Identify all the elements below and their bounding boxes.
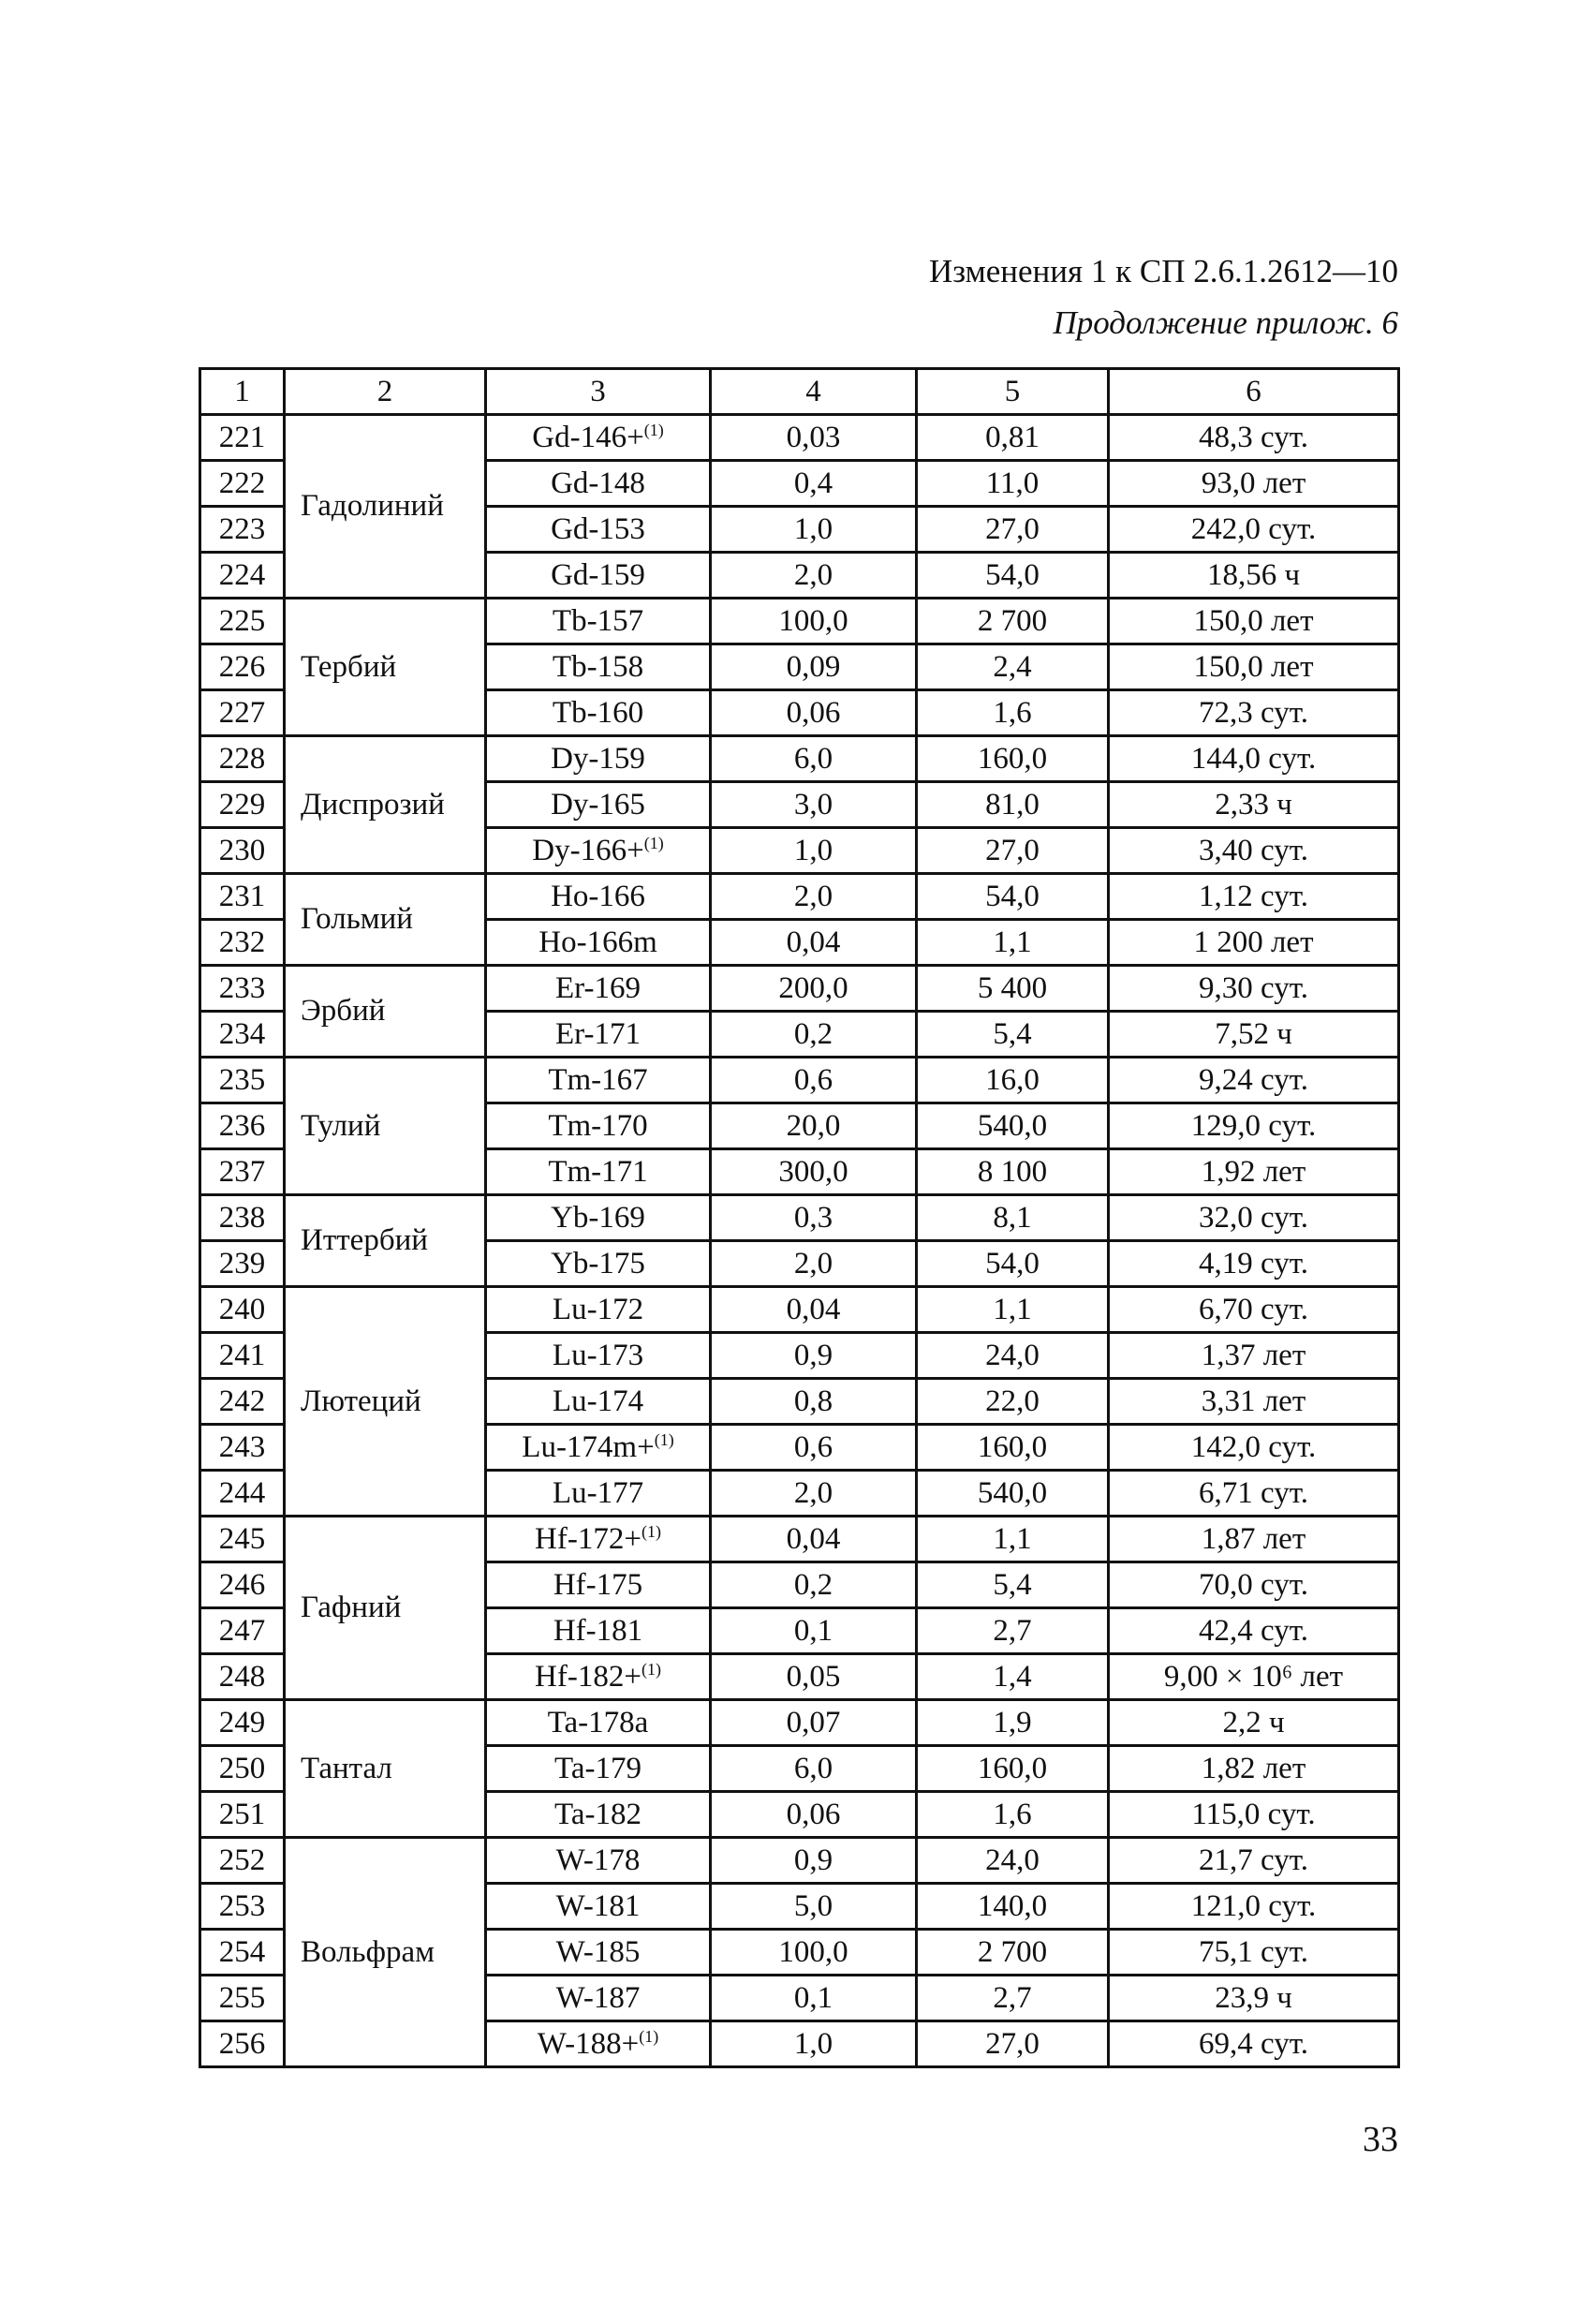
element-name: Вольфрам bbox=[285, 1838, 486, 2067]
nuclide-name: Gd-159 bbox=[551, 557, 645, 592]
radionuclide-table bbox=[199, 367, 1400, 2068]
page-number: 33 bbox=[1363, 2120, 1398, 2159]
nuclide-cell bbox=[486, 1517, 711, 1562]
row-number: 241 bbox=[200, 1333, 285, 1379]
table-row bbox=[200, 1700, 1399, 1746]
row-number: 236 bbox=[200, 1103, 285, 1149]
value-col4: 0,2 bbox=[711, 1562, 917, 1608]
nuclide-name: W-185 bbox=[555, 1934, 641, 1969]
nuclide-cell bbox=[486, 828, 711, 874]
half-life: 9,30 сут. bbox=[1109, 966, 1399, 1012]
table-row bbox=[200, 736, 1399, 782]
value-col4: 0,04 bbox=[711, 1287, 917, 1333]
value-col4: 0,1 bbox=[711, 1608, 917, 1654]
nuclide-name: Lu-172 bbox=[552, 1292, 644, 1326]
footnote-mark: (1) bbox=[641, 1521, 661, 1541]
value-col4: 0,1 bbox=[711, 1976, 917, 2021]
value-col5: 8 100 bbox=[917, 1149, 1109, 1195]
nuclide-cell bbox=[486, 1287, 711, 1333]
value-col4: 0,06 bbox=[711, 1792, 917, 1838]
nuclide-cell bbox=[486, 736, 711, 782]
value-col4: 0,2 bbox=[711, 1012, 917, 1058]
nuclide-name: Lu-174m+ bbox=[522, 1429, 655, 1464]
element-name: Тантал bbox=[285, 1700, 486, 1838]
row-number: 249 bbox=[200, 1700, 285, 1746]
row-number: 245 bbox=[200, 1517, 285, 1562]
value-col5: 11,0 bbox=[917, 461, 1109, 507]
value-col5: 160,0 bbox=[917, 736, 1109, 782]
nuclide-name: W-188+ bbox=[537, 2026, 640, 2061]
nuclide-cell bbox=[486, 1103, 711, 1149]
nuclide-name: Hf-175 bbox=[553, 1567, 643, 1602]
element-name: Гадолиний bbox=[285, 415, 486, 599]
nuclide-name: Hf-181 bbox=[553, 1613, 643, 1648]
value-col5: 5 400 bbox=[917, 966, 1109, 1012]
half-life: 150,0 лет bbox=[1109, 599, 1399, 644]
half-life: 3,31 лет bbox=[1109, 1379, 1399, 1425]
value-col4: 2,0 bbox=[711, 1241, 917, 1287]
nuclide-cell bbox=[486, 1976, 711, 2021]
value-col5: 8,1 bbox=[917, 1195, 1109, 1241]
value-col4: 0,8 bbox=[711, 1379, 917, 1425]
footnote-mark: (1) bbox=[643, 420, 664, 439]
half-life: 72,3 сут. bbox=[1109, 690, 1399, 736]
value-col4: 6,0 bbox=[711, 736, 917, 782]
value-col5: 140,0 bbox=[917, 1884, 1109, 1930]
half-life: 2,2 ч bbox=[1109, 1700, 1399, 1746]
value-col4: 0,06 bbox=[711, 690, 917, 736]
row-number: 240 bbox=[200, 1287, 285, 1333]
value-col4: 1,0 bbox=[711, 2021, 917, 2067]
nuclide-name: Dy-159 bbox=[551, 741, 645, 776]
nuclide-cell bbox=[486, 966, 711, 1012]
column-number-row bbox=[200, 369, 1399, 415]
half-life: 23,9 ч bbox=[1109, 1976, 1399, 2021]
nuclide-cell bbox=[486, 1379, 711, 1425]
half-life: 21,7 сут. bbox=[1109, 1838, 1399, 1884]
half-life: 2,33 ч bbox=[1109, 782, 1399, 828]
column-header: 3 bbox=[486, 369, 711, 415]
half-life: 42,4 сут. bbox=[1109, 1608, 1399, 1654]
nuclide-name: Dy-165 bbox=[551, 787, 645, 822]
value-col4: 0,4 bbox=[711, 461, 917, 507]
table-row bbox=[200, 599, 1399, 644]
row-number: 246 bbox=[200, 1562, 285, 1608]
half-life: 1,12 сут. bbox=[1109, 874, 1399, 920]
value-col5: 2 700 bbox=[917, 599, 1109, 644]
nuclide-name: Tb-158 bbox=[552, 649, 644, 684]
row-number: 232 bbox=[200, 920, 285, 966]
table-row bbox=[200, 874, 1399, 920]
row-number: 252 bbox=[200, 1838, 285, 1884]
value-col4: 1,0 bbox=[711, 507, 917, 553]
nuclide-cell bbox=[486, 920, 711, 966]
value-col4: 3,0 bbox=[711, 782, 917, 828]
footnote-mark: (1) bbox=[641, 1659, 661, 1679]
element-name: Тулий bbox=[285, 1058, 486, 1195]
value-col4: 0,04 bbox=[711, 1517, 917, 1562]
nuclide-cell bbox=[486, 553, 711, 599]
half-life: 242,0 сут. bbox=[1109, 507, 1399, 553]
value-col5: 0,81 bbox=[917, 415, 1109, 461]
value-col4: 20,0 bbox=[711, 1103, 917, 1149]
nuclide-cell bbox=[486, 782, 711, 828]
value-col5: 27,0 bbox=[917, 507, 1109, 553]
column-header: 1 bbox=[200, 369, 285, 415]
row-number: 254 bbox=[200, 1930, 285, 1976]
row-number: 237 bbox=[200, 1149, 285, 1195]
value-col4: 0,05 bbox=[711, 1654, 917, 1700]
row-number: 256 bbox=[200, 2021, 285, 2067]
row-number: 225 bbox=[200, 599, 285, 644]
value-col5: 1,4 bbox=[917, 1654, 1109, 1700]
nuclide-name: Dy-166+ bbox=[532, 833, 644, 867]
half-life: 150,0 лет bbox=[1109, 644, 1399, 690]
footnote-mark: (1) bbox=[639, 2026, 659, 2046]
row-number: 221 bbox=[200, 415, 285, 461]
row-number: 229 bbox=[200, 782, 285, 828]
half-life: 1,37 лет bbox=[1109, 1333, 1399, 1379]
nuclide-cell bbox=[486, 1333, 711, 1379]
nuclide-cell bbox=[486, 690, 711, 736]
nuclide-name: Lu-174 bbox=[552, 1384, 644, 1418]
value-col5: 1,6 bbox=[917, 1792, 1109, 1838]
nuclide-name: Er-169 bbox=[555, 970, 641, 1005]
row-number: 234 bbox=[200, 1012, 285, 1058]
nuclide-cell bbox=[486, 1838, 711, 1884]
value-col5: 24,0 bbox=[917, 1838, 1109, 1884]
half-life: 6,71 сут. bbox=[1109, 1471, 1399, 1517]
row-number: 255 bbox=[200, 1976, 285, 2021]
value-col4: 5,0 bbox=[711, 1884, 917, 1930]
table-row bbox=[200, 1517, 1399, 1562]
row-number: 243 bbox=[200, 1425, 285, 1471]
half-life: 4,19 сут. bbox=[1109, 1241, 1399, 1287]
element-name: Гафний bbox=[285, 1517, 486, 1700]
continuation-caption: Продолжение прилож. 6 bbox=[1053, 304, 1398, 341]
nuclide-name: Ta-179 bbox=[554, 1751, 642, 1785]
table-row bbox=[200, 1287, 1399, 1333]
half-life: 7,52 ч bbox=[1109, 1012, 1399, 1058]
value-col4: 0,3 bbox=[711, 1195, 917, 1241]
row-number: 247 bbox=[200, 1608, 285, 1654]
row-number: 244 bbox=[200, 1471, 285, 1517]
nuclide-name: W-178 bbox=[555, 1843, 641, 1877]
nuclide-name: W-181 bbox=[555, 1888, 641, 1923]
value-col5: 24,0 bbox=[917, 1333, 1109, 1379]
row-number: 224 bbox=[200, 553, 285, 599]
half-life: 115,0 сут. bbox=[1109, 1792, 1399, 1838]
nuclide-name: Hf-182+ bbox=[535, 1659, 642, 1694]
half-life: 3,40 сут. bbox=[1109, 828, 1399, 874]
nuclide-cell bbox=[486, 1746, 711, 1792]
half-life: 48,3 сут. bbox=[1109, 415, 1399, 461]
row-number: 239 bbox=[200, 1241, 285, 1287]
nuclide-name: Er-171 bbox=[555, 1016, 641, 1051]
row-number: 222 bbox=[200, 461, 285, 507]
row-number: 248 bbox=[200, 1654, 285, 1700]
nuclide-cell bbox=[486, 1608, 711, 1654]
value-col4: 0,9 bbox=[711, 1838, 917, 1884]
nuclide-cell bbox=[486, 1241, 711, 1287]
value-col5: 2,7 bbox=[917, 1608, 1109, 1654]
value-col5: 5,4 bbox=[917, 1562, 1109, 1608]
value-col5: 1,1 bbox=[917, 920, 1109, 966]
nuclide-cell bbox=[486, 1149, 711, 1195]
nuclide-cell bbox=[486, 644, 711, 690]
half-life: 70,0 сут. bbox=[1109, 1562, 1399, 1608]
half-life: 129,0 сут. bbox=[1109, 1103, 1399, 1149]
value-col4: 0,07 bbox=[711, 1700, 917, 1746]
row-number: 238 bbox=[200, 1195, 285, 1241]
table-row bbox=[200, 1195, 1399, 1241]
nuclide-cell bbox=[486, 1792, 711, 1838]
nuclide-name: Tb-157 bbox=[552, 603, 644, 638]
nuclide-name: Ta-178a bbox=[547, 1705, 649, 1739]
value-col4: 0,03 bbox=[711, 415, 917, 461]
nuclide-cell bbox=[486, 461, 711, 507]
nuclide-name: Lu-173 bbox=[552, 1338, 644, 1372]
row-number: 251 bbox=[200, 1792, 285, 1838]
value-col5: 540,0 bbox=[917, 1471, 1109, 1517]
value-col5: 27,0 bbox=[917, 2021, 1109, 2067]
element-name: Гольмий bbox=[285, 874, 486, 966]
nuclide-name: W-187 bbox=[555, 1980, 641, 2015]
row-number: 231 bbox=[200, 874, 285, 920]
value-col4: 0,6 bbox=[711, 1058, 917, 1103]
value-col5: 54,0 bbox=[917, 1241, 1109, 1287]
value-col4: 0,09 bbox=[711, 644, 917, 690]
row-number: 233 bbox=[200, 966, 285, 1012]
half-life: 144,0 сут. bbox=[1109, 736, 1399, 782]
value-col5: 1,9 bbox=[917, 1700, 1109, 1746]
half-life: 9,24 сут. bbox=[1109, 1058, 1399, 1103]
value-col5: 540,0 bbox=[917, 1103, 1109, 1149]
document-header: Изменения 1 к СП 2.6.1.2612—10 bbox=[929, 253, 1398, 289]
value-col5: 27,0 bbox=[917, 828, 1109, 874]
value-col4: 1,0 bbox=[711, 828, 917, 874]
nuclide-cell bbox=[486, 1884, 711, 1930]
value-col5: 54,0 bbox=[917, 874, 1109, 920]
footnote-mark: (1) bbox=[643, 833, 664, 852]
value-col4: 100,0 bbox=[711, 599, 917, 644]
row-number: 242 bbox=[200, 1379, 285, 1425]
value-col5: 2 700 bbox=[917, 1930, 1109, 1976]
nuclide-name: Ho-166 bbox=[551, 879, 645, 913]
half-life: 32,0 сут. bbox=[1109, 1195, 1399, 1241]
element-name: Лютеций bbox=[285, 1287, 486, 1517]
value-col5: 2,4 bbox=[917, 644, 1109, 690]
nuclide-name: Ta-182 bbox=[554, 1797, 642, 1831]
value-col5: 5,4 bbox=[917, 1012, 1109, 1058]
value-col4: 0,6 bbox=[711, 1425, 917, 1471]
nuclide-name: Gd-146+ bbox=[532, 420, 644, 454]
element-name: Иттербий bbox=[285, 1195, 486, 1287]
nuclide-name: Hf-172+ bbox=[535, 1521, 642, 1556]
half-life: 1 200 лет bbox=[1109, 920, 1399, 966]
nuclide-name: Lu-177 bbox=[552, 1475, 644, 1510]
value-col4: 200,0 bbox=[711, 966, 917, 1012]
row-number: 253 bbox=[200, 1884, 285, 1930]
row-number: 250 bbox=[200, 1746, 285, 1792]
half-life: 6,70 сут. bbox=[1109, 1287, 1399, 1333]
nuclide-cell bbox=[486, 599, 711, 644]
row-number: 226 bbox=[200, 644, 285, 690]
nuclide-cell bbox=[486, 1471, 711, 1517]
half-life: 75,1 сут. bbox=[1109, 1930, 1399, 1976]
value-col4: 2,0 bbox=[711, 553, 917, 599]
half-life: 9,00 × 10⁶ лет bbox=[1109, 1654, 1399, 1700]
half-life: 1,92 лет bbox=[1109, 1149, 1399, 1195]
value-col5: 2,7 bbox=[917, 1976, 1109, 2021]
half-life: 69,4 сут. bbox=[1109, 2021, 1399, 2067]
nuclide-name: Gd-148 bbox=[551, 466, 645, 500]
half-life: 121,0 сут. bbox=[1109, 1884, 1399, 1930]
value-col4: 0,9 bbox=[711, 1333, 917, 1379]
row-number: 223 bbox=[200, 507, 285, 553]
value-col5: 160,0 bbox=[917, 1746, 1109, 1792]
row-number: 227 bbox=[200, 690, 285, 736]
column-header: 6 bbox=[1109, 369, 1399, 415]
column-header: 4 bbox=[711, 369, 917, 415]
value-col5: 81,0 bbox=[917, 782, 1109, 828]
half-life: 93,0 лет bbox=[1109, 461, 1399, 507]
half-life: 18,56 ч bbox=[1109, 553, 1399, 599]
value-col5: 1,1 bbox=[917, 1517, 1109, 1562]
nuclide-cell bbox=[486, 1012, 711, 1058]
value-col5: 22,0 bbox=[917, 1379, 1109, 1425]
column-header: 2 bbox=[285, 369, 486, 415]
value-col5: 54,0 bbox=[917, 553, 1109, 599]
table-row bbox=[200, 966, 1399, 1012]
nuclide-name: Tm-167 bbox=[548, 1062, 648, 1097]
value-col4: 2,0 bbox=[711, 874, 917, 920]
nuclide-cell bbox=[486, 415, 711, 461]
value-col4: 6,0 bbox=[711, 1746, 917, 1792]
nuclide-cell bbox=[486, 2021, 711, 2067]
value-col5: 160,0 bbox=[917, 1425, 1109, 1471]
value-col5: 16,0 bbox=[917, 1058, 1109, 1103]
column-header: 5 bbox=[917, 369, 1109, 415]
element-name: Диспрозий bbox=[285, 736, 486, 874]
nuclide-name: Tm-170 bbox=[548, 1108, 648, 1143]
nuclide-cell bbox=[486, 874, 711, 920]
half-life: 1,82 лет bbox=[1109, 1746, 1399, 1792]
row-number: 235 bbox=[200, 1058, 285, 1103]
half-life: 142,0 сут. bbox=[1109, 1425, 1399, 1471]
nuclide-cell bbox=[486, 507, 711, 553]
table-row bbox=[200, 1058, 1399, 1103]
nuclide-cell bbox=[486, 1930, 711, 1976]
value-col5: 1,1 bbox=[917, 1287, 1109, 1333]
nuclide-cell bbox=[486, 1562, 711, 1608]
value-col4: 300,0 bbox=[711, 1149, 917, 1195]
value-col4: 100,0 bbox=[711, 1930, 917, 1976]
nuclide-name: Yb-169 bbox=[551, 1200, 645, 1235]
nuclide-cell bbox=[486, 1425, 711, 1471]
value-col5: 1,6 bbox=[917, 690, 1109, 736]
table-row bbox=[200, 415, 1399, 461]
table-row bbox=[200, 1838, 1399, 1884]
footnote-mark: (1) bbox=[654, 1429, 674, 1449]
nuclide-name: Yb-175 bbox=[551, 1246, 645, 1280]
row-number: 228 bbox=[200, 736, 285, 782]
value-col4: 0,04 bbox=[711, 920, 917, 966]
row-number: 230 bbox=[200, 828, 285, 874]
element-name: Тербий bbox=[285, 599, 486, 736]
value-col4: 2,0 bbox=[711, 1471, 917, 1517]
element-name: Эрбий bbox=[285, 966, 486, 1058]
nuclide-name: Tm-171 bbox=[548, 1154, 648, 1189]
nuclide-cell bbox=[486, 1058, 711, 1103]
nuclide-name: Tb-160 bbox=[552, 695, 644, 730]
nuclide-cell bbox=[486, 1654, 711, 1700]
nuclide-cell bbox=[486, 1195, 711, 1241]
nuclide-name: Gd-153 bbox=[551, 511, 645, 546]
nuclide-cell bbox=[486, 1700, 711, 1746]
half-life: 1,87 лет bbox=[1109, 1517, 1399, 1562]
nuclide-name: Ho-166m bbox=[538, 925, 657, 959]
